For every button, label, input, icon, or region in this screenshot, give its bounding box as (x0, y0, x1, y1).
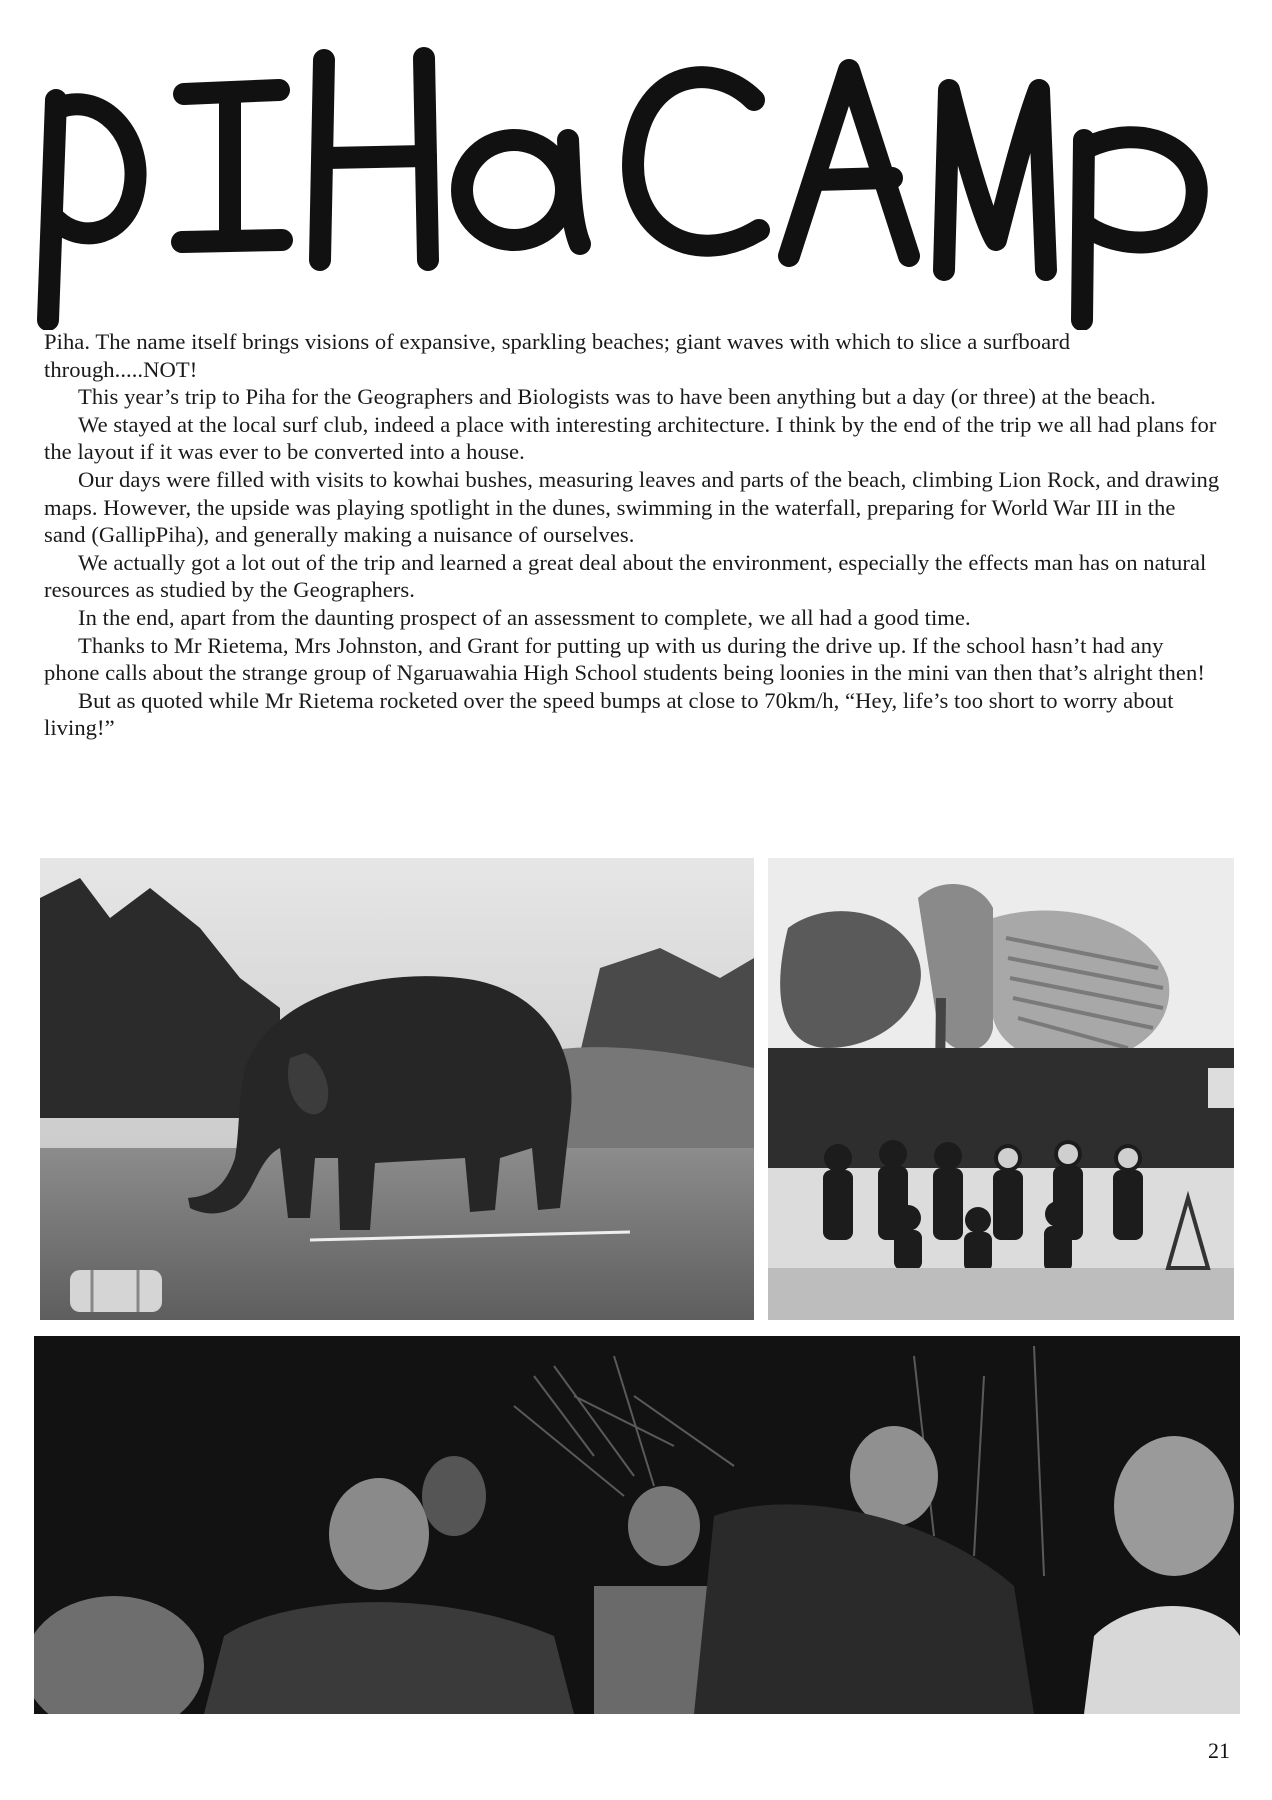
group-photo (768, 858, 1234, 1320)
article-paragraph: Our days were filled with visits to kowhai bushes, measuring leaves and parts of the beach, climbing Lion Rock, and drawing maps. However, the upside was playing spotlight in the dunes, swimming in the waterfall, preparing for World War III in the sand (GallipPiha), and generally making a nuisance of ourselves. (44, 466, 1220, 548)
article-paragraph: This year’s trip to Piha for the Geographers and Biologists was to have been anything but a day (or three) at the beach. (78, 384, 1156, 410)
article-paragraph: We stayed at the local surf club, indeed a place with interesting architecture. I think by the end of the trip we all had plans for the layout if it was ever to be converted into a house. (44, 411, 1217, 465)
article-paragraph: In the end, apart from the daunting prospect of an assessment to complete, we all had a good time. (78, 604, 971, 630)
article-paragraph: We actually got a lot out of the trip and learned a great deal about the environment, especially the effects man has on natural resources as studied by the Geographers. (44, 549, 1207, 603)
article-paragraph: Thanks to Mr Rietema, Mrs Johnston, and Grant for putting up with us during the drive up. If the school hasn’t had any phone calls about the strange group of Ngaruawahia High School students being loonies in the mini van then that’s alright then! (44, 632, 1205, 686)
page-title (34, 30, 1244, 330)
elephant-photo (40, 858, 754, 1320)
article-body (44, 328, 1222, 742)
page-title-lettering (34, 30, 1244, 330)
article-paragraph: But as quoted while Mr Rietema rocketed over the speed bumps at close to 70km/h, “Hey, life’s too short to worry about living!” (44, 687, 1174, 741)
night-photo-image (34, 1336, 1240, 1714)
elephant-photo-image (40, 858, 754, 1320)
article-paragraph: Piha. The name itself brings visions of expansive, sparkling beaches; giant waves with which to slice a surfboard through.....NOT! (44, 329, 1071, 382)
night-photo (34, 1336, 1240, 1714)
page-number: 21 (1204, 1738, 1234, 1764)
group-photo-image (768, 858, 1234, 1320)
